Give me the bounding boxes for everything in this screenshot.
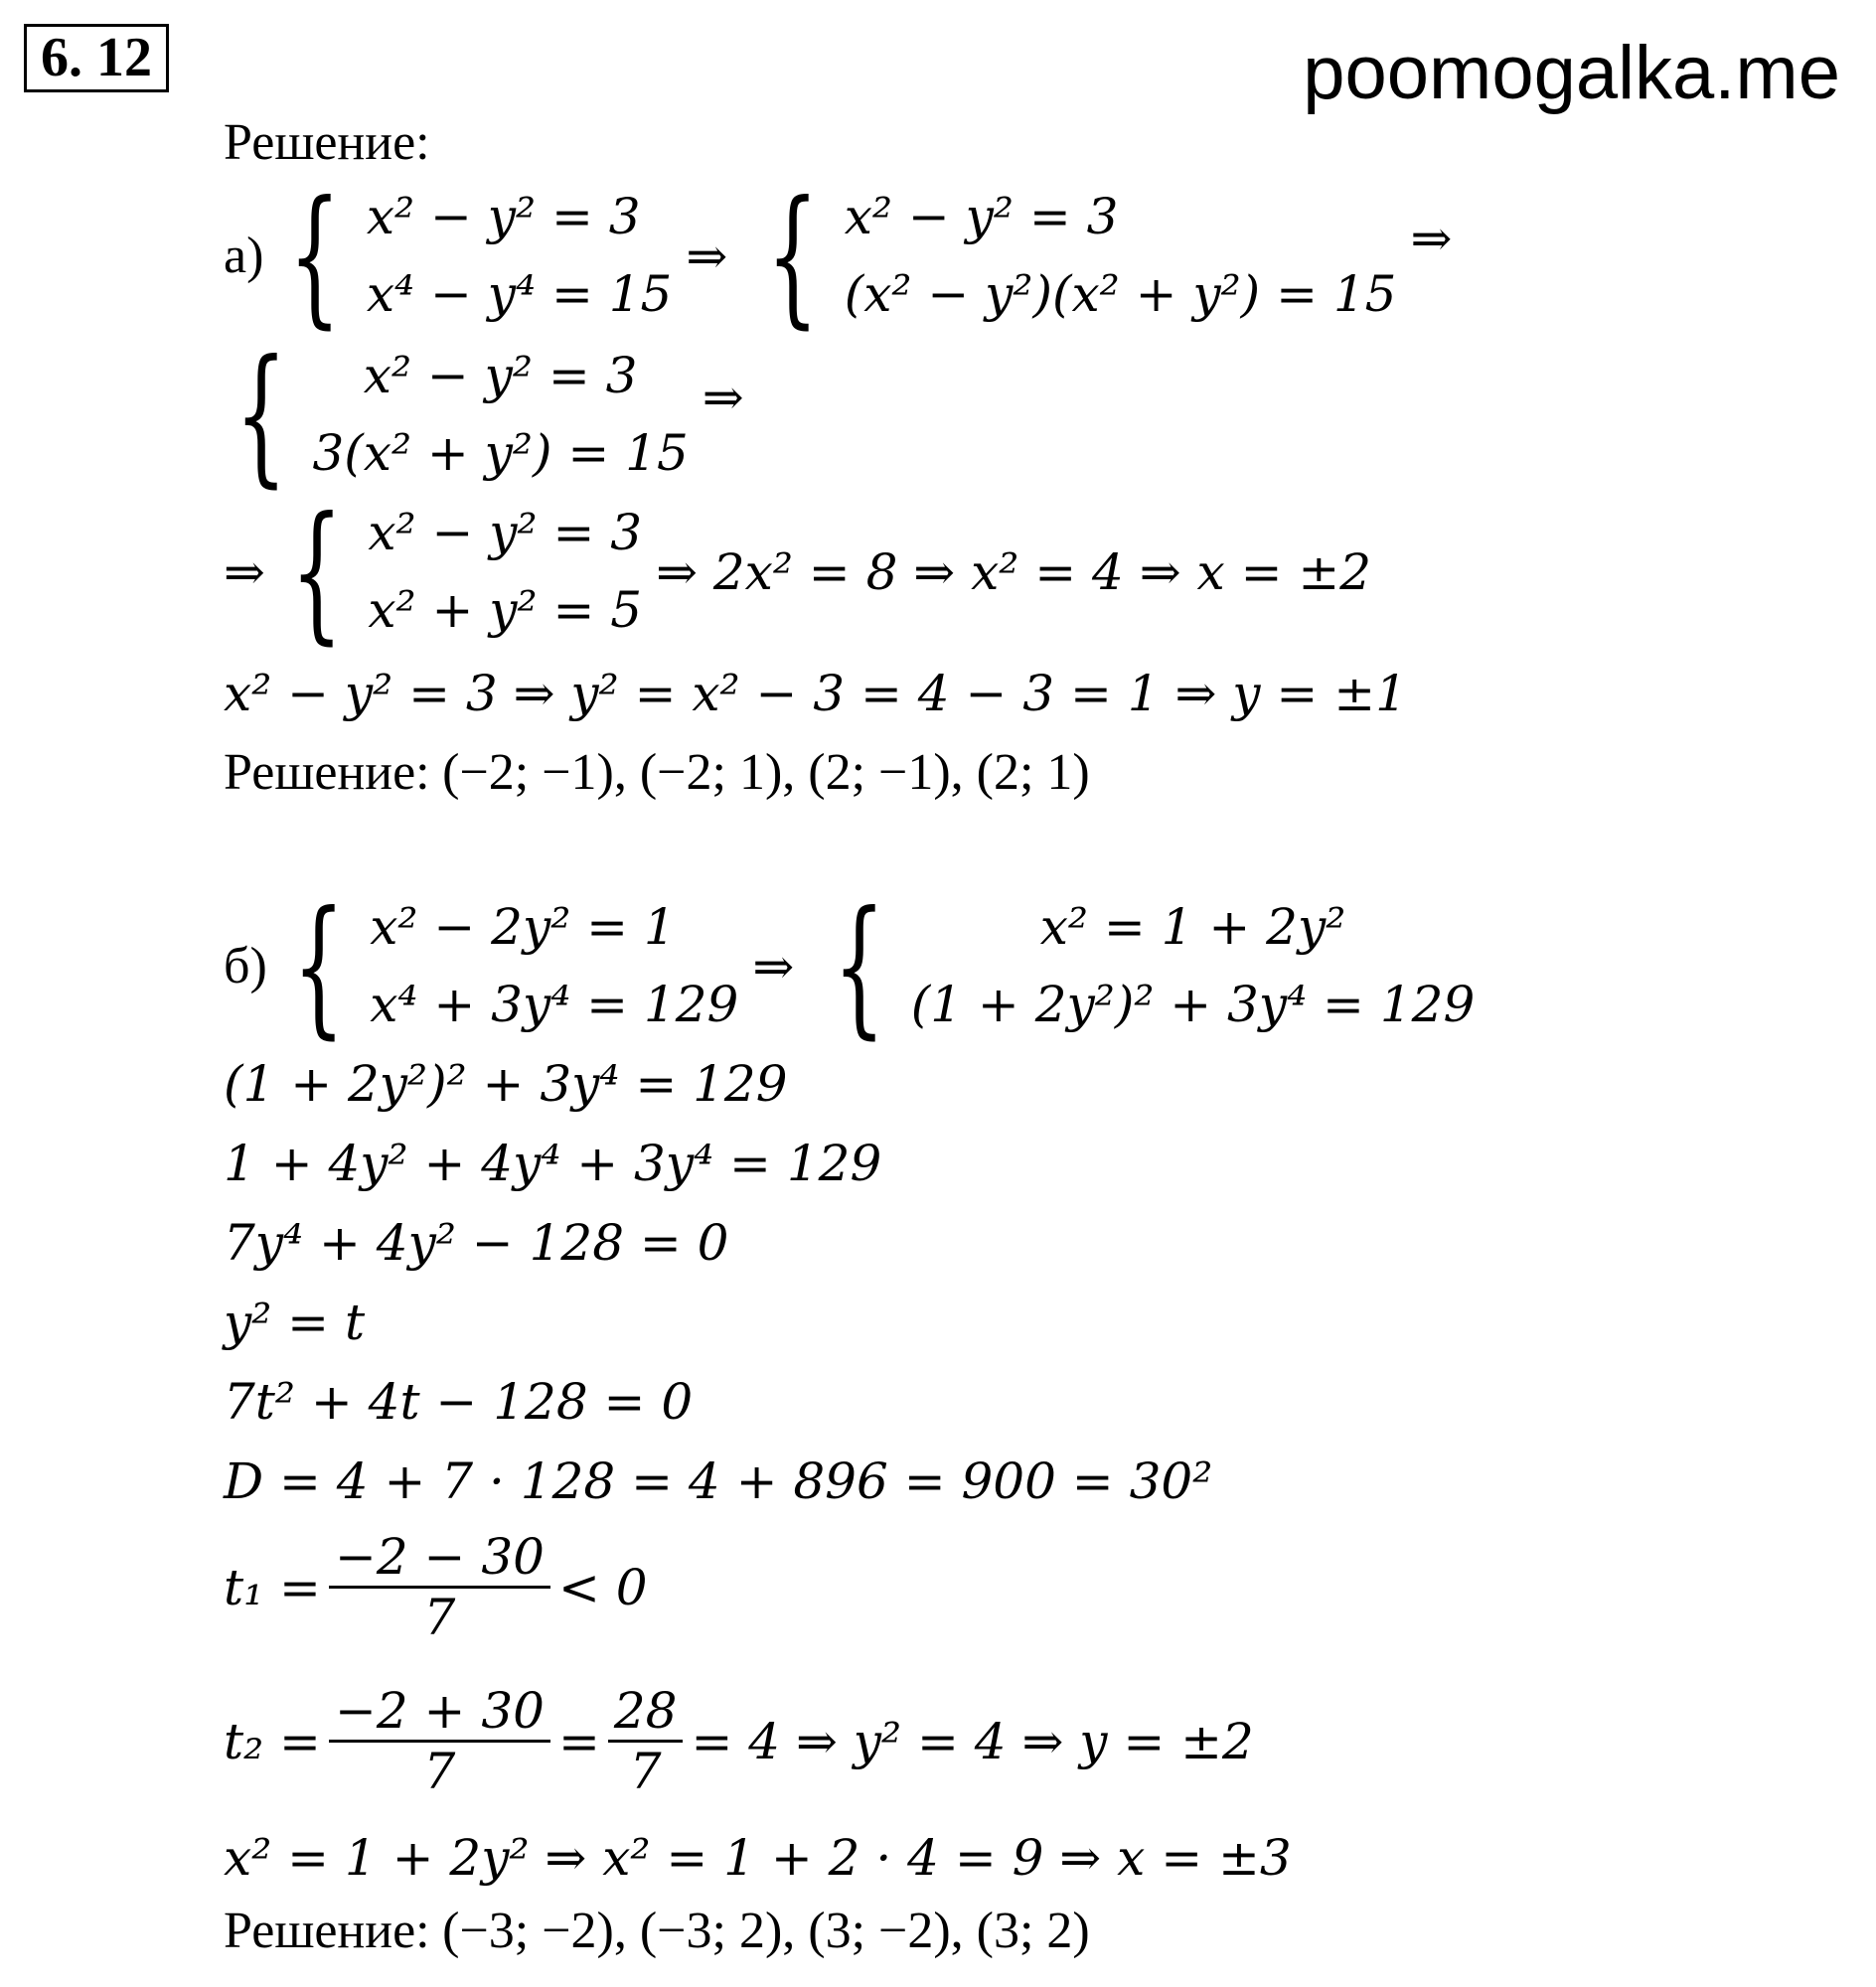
implies-arrow: ⇒ (702, 368, 744, 426)
system (911, 889, 1476, 1043)
brace-icon: { (292, 879, 345, 1053)
equation: x² − y² = 3 (363, 347, 638, 404)
task-number: 6. 12 (24, 24, 169, 92)
brace-icon: { (766, 169, 820, 343)
part-a-step-4: x² − y² = 3 ⇒ y² = x² − 3 = 4 − 3 = 1 ⇒ y = ±1 (224, 665, 1407, 722)
fraction (329, 1528, 550, 1646)
part-b-label: б) (224, 937, 267, 994)
denominator: 7 (423, 1589, 456, 1646)
part-b-line-2: 1 + 4y² + 4y⁴ + 3y⁴ = 129 (224, 1135, 882, 1192)
fraction (608, 1682, 684, 1800)
answer-value: (−2; −1), (−2; 1), (2; −1), (2; 1) (442, 744, 1090, 801)
equation: x² − y² = 3 (844, 188, 1119, 245)
solution-heading: Решение: (224, 114, 430, 171)
part-b-line-3: 7y⁴ + 4y² − 128 = 0 (224, 1214, 729, 1272)
brace-icon: { (290, 485, 343, 659)
system (367, 179, 673, 333)
part-a-label: а) (224, 227, 264, 284)
system (370, 889, 738, 1043)
brace-icon: { (234, 328, 287, 502)
part-a-answer (224, 744, 1090, 801)
watermark: poomogalka.me (1303, 31, 1840, 115)
numerator: 28 (608, 1686, 684, 1743)
fraction (329, 1682, 550, 1800)
part-b-t1 (224, 1528, 648, 1646)
equation: x⁴ + 3y⁴ = 129 (370, 975, 739, 1033)
part-a-step-1 (224, 169, 1453, 343)
implies-arrow: ⇒ (1410, 209, 1453, 267)
denominator: 7 (423, 1743, 456, 1800)
equation-lhs: t₂ = (224, 1712, 321, 1770)
part-b-line-6: D = 4 + 7 · 128 = 4 + 896 = 900 = 30² (224, 1452, 1213, 1510)
system (312, 338, 688, 492)
part-b-step-1 (224, 879, 1476, 1053)
equation: 3(x² + y²) = 15 (312, 423, 689, 482)
part-b-line-5: 7t² + 4t − 128 = 0 (224, 1373, 694, 1431)
part-b-t2 (224, 1682, 1254, 1800)
brace-icon: { (833, 879, 886, 1053)
part-b-answer (224, 1903, 1090, 1959)
equation-lhs: t₁ = (224, 1558, 321, 1616)
implies-arrow: ⇒ (752, 937, 795, 995)
equation: (1 + 2y²)² + 3y⁴ = 129 (910, 975, 1476, 1033)
answer-label: Решение: (224, 744, 430, 801)
equation: ⇒ 2x² = 8 ⇒ x² = 4 ⇒ x = ±2 (656, 542, 1372, 601)
system (368, 495, 642, 649)
implies-arrow: ⇒ (686, 227, 728, 285)
equation-tail: = 4 ⇒ y² = 4 ⇒ y = ±2 (691, 1712, 1254, 1770)
equation: x⁴ − y⁴ = 15 (366, 264, 673, 323)
part-a-step-2 (224, 328, 744, 502)
part-b-line-4: y² = t (224, 1294, 366, 1351)
equals-sign: = (557, 1712, 600, 1770)
answer-label: Решение: (224, 1903, 430, 1959)
answer-value: (−3; −2), (−3; 2), (3; −2), (3; 2) (442, 1903, 1090, 1959)
implies-arrow: ⇒ (224, 542, 265, 601)
equation: x² = 1 + 2y² (1039, 898, 1346, 956)
part-b-line-1: (1 + 2y²)² + 3y⁴ = 129 (224, 1055, 788, 1113)
numerator: −2 − 30 (329, 1532, 550, 1589)
equation: x² − y² = 3 (368, 504, 643, 561)
brace-icon: { (288, 169, 342, 343)
numerator: −2 + 30 (329, 1686, 550, 1743)
equation: x² + y² = 5 (368, 580, 643, 639)
equation-tail: < 0 (557, 1558, 648, 1616)
part-b-line-x: x² = 1 + 2y² ⇒ x² = 1 + 2 · 4 = 9 ⇒ x = ±3 (224, 1829, 1292, 1887)
equation: x² − 2y² = 1 (370, 898, 676, 956)
part-a-step-3 (224, 485, 1372, 659)
equation: x² − y² = 3 (366, 188, 641, 245)
system (845, 179, 1397, 333)
denominator: 7 (629, 1743, 662, 1800)
equation: (x² − y²)(x² + y²) = 15 (844, 264, 1397, 323)
